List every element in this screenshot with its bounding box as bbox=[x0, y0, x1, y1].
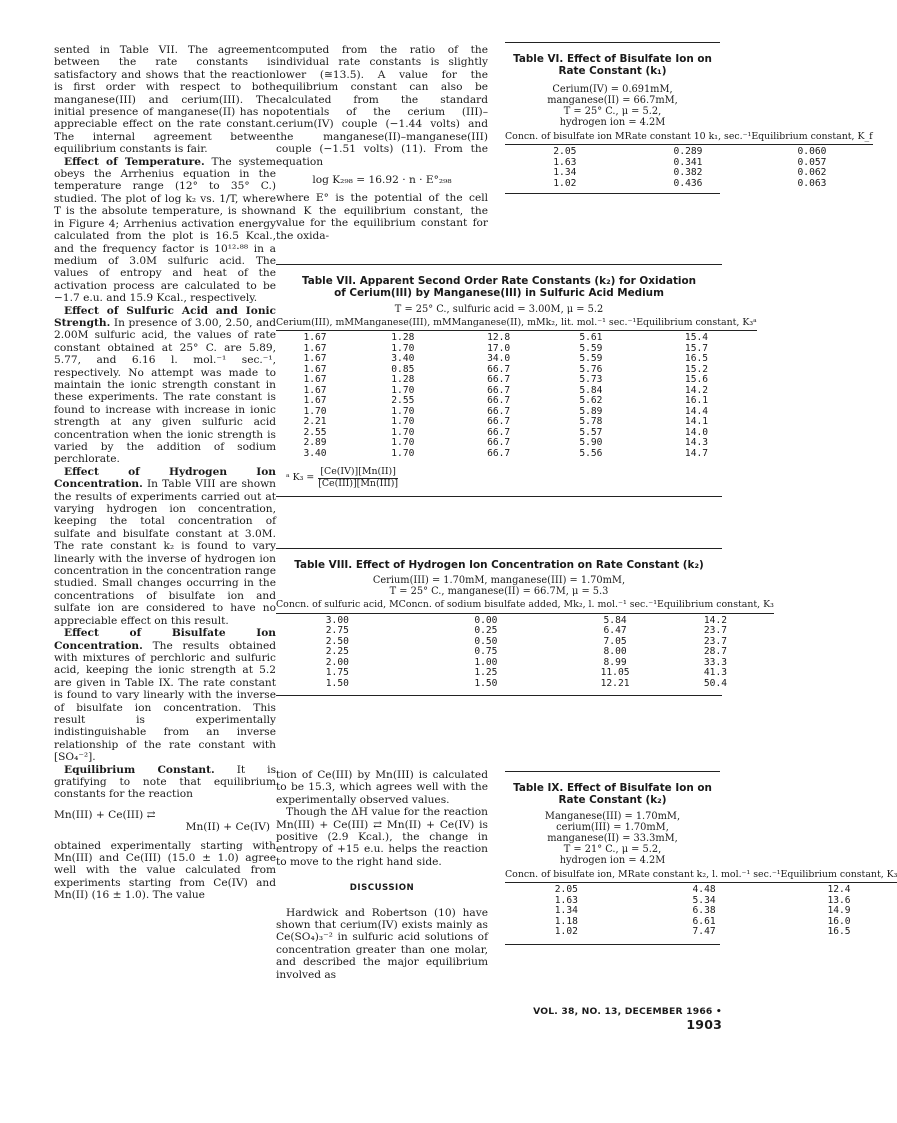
table-cell: 5.59 bbox=[579, 342, 603, 354]
table-cell: 1.67 bbox=[303, 395, 327, 407]
page-number: 1903 bbox=[686, 1017, 722, 1032]
data-table bbox=[505, 132, 873, 189]
section-heading: Equilibrium Constant. bbox=[64, 763, 215, 776]
table-cell: 5.59 bbox=[579, 353, 603, 365]
paragraph: Equilibrium Constant. It is gratifying to note that equilibrium constants for the reaction bbox=[54, 763, 277, 801]
paragraph: Effect of Sulfuric Acid and Ionic Strength. In presence of 3.00, 2.50, and 2.00M sulfuric acid, the values of rate constant obtained at 25° C. are 5.89, 5.77, and 6.16 l. mol.⁻¹ sec.⁻¹, respectively. No attempt was made to maintain the ionic strength constant in these experiments. The rate constant is found to increase with increase in ionic strength at any given sulfuric acid concentration when the ionic strength is varied by the addition of sodium perchlorate. bbox=[54, 304, 276, 466]
table-cell: 2.05 bbox=[554, 884, 578, 896]
table-title: Table VII. Apparent Second Order Rate Constants (k₂) for Oxidation of Cerium(III) by Manganese(III) in Sulfuric Acid Medium bbox=[301, 275, 697, 300]
middle-column-top bbox=[276, 44, 488, 242]
table-cell: 5.73 bbox=[579, 374, 603, 386]
table-cell: 1.28 bbox=[391, 374, 415, 386]
section-heading: Effect of Hydrogen Ion Concentration. bbox=[54, 465, 276, 491]
table-row bbox=[276, 616, 774, 627]
table-viii bbox=[276, 548, 774, 696]
table-cell: 7.47 bbox=[692, 926, 716, 938]
table-cell: 1.63 bbox=[554, 894, 578, 906]
table-cell: 16.1 bbox=[684, 395, 709, 407]
table-row bbox=[505, 927, 897, 938]
table-cell: 0.057 bbox=[797, 156, 827, 168]
table-cell: 2.00 bbox=[325, 656, 349, 668]
reaction-equation: Mn(III) + Ce(III) ⇄ Mn(II) + Ce(IV) bbox=[54, 808, 270, 834]
table-cell: 66.7 bbox=[487, 416, 511, 428]
table-cell: 6.61 bbox=[692, 915, 716, 927]
table-cell: 50.4 bbox=[703, 677, 727, 689]
table-cell: 5.89 bbox=[579, 405, 603, 417]
equation: log K₂₉₈ = 16.92 · n · E°₂₉₈ bbox=[312, 174, 452, 187]
column-header: Equilibrium constant, K₃ bbox=[657, 599, 774, 611]
table-cell: 1.00 bbox=[474, 656, 498, 668]
table-cell: 16.0 bbox=[827, 915, 851, 927]
discussion-heading: DISCUSSION bbox=[349, 883, 415, 894]
table-conditions: Manganese(III) = 1.70mM, cerium(III) = 1.70mM, manganese(II) = 33.3mM, T = 21° C., μ = 5.2, hydrogen ion = 4.2M bbox=[544, 810, 681, 866]
column-header: Concn. of bisulfate ion, M bbox=[505, 868, 628, 880]
table-cell: 34.0 bbox=[487, 353, 511, 365]
table-cell: 1.70 bbox=[391, 416, 415, 428]
table-cell: 5.78 bbox=[579, 416, 603, 428]
table-cell: 6.47 bbox=[603, 625, 627, 637]
table-cell: 6.38 bbox=[692, 905, 716, 917]
column-header: Concn. of sulfuric acid, M bbox=[276, 599, 399, 611]
table-row bbox=[276, 679, 774, 690]
column-header: Equilibrium constant, K₃ bbox=[780, 868, 897, 880]
table-cell: 1.28 bbox=[391, 332, 415, 344]
table-cell: 23.7 bbox=[703, 635, 727, 647]
column-header: Equilibrium constant, K_f bbox=[751, 130, 873, 142]
table-row bbox=[276, 637, 774, 648]
paragraph: sented in Table VII. The agreement between the rate constants is satisfactory and shows that the reaction is first order with respect to both manganese(III) and cerium(III). The initial presence of manganese(II) has no appreciable effect on the rate constant. The internal agreement between equilibrium constants is fair. bbox=[54, 44, 276, 156]
table-cell: 14.7 bbox=[684, 447, 709, 459]
column-header: Equilibrium constant, K₃ᵃ bbox=[636, 316, 757, 328]
table-cell: 0.382 bbox=[673, 167, 703, 179]
table-cell: 66.7 bbox=[487, 395, 511, 407]
table-cell: 1.18 bbox=[554, 915, 578, 927]
table-body bbox=[505, 885, 897, 938]
section-heading: Effect of Bisulfate Ion Concentration. bbox=[54, 627, 276, 652]
table-cell: 1.70 bbox=[391, 342, 415, 354]
table-cell: 12.4 bbox=[827, 884, 851, 896]
table-body bbox=[276, 616, 774, 690]
table-cell: 0.85 bbox=[391, 363, 415, 375]
paragraph: Effect of Bisulfate Ion Concentration. The results obtained with mixtures of perchloric and sulfuric acid, keeping the ionic strength at 5.2 are given in Table IX. The rate constant is found to vary linearly with the inverse of bisulfate ion concentration. This result is experimentally indistinguishable from an inverse relationship of the rate constant with [SO₄⁻²]. bbox=[54, 627, 277, 764]
table-cell: 0.50 bbox=[474, 635, 498, 647]
table-cell: 23.7 bbox=[703, 625, 727, 637]
table-cell: 5.84 bbox=[579, 384, 603, 396]
column-header: k₂, l. mol.⁻¹ sec.⁻¹ bbox=[573, 599, 657, 611]
paragraph: tion of Ce(III) by Mn(III) is calculated to be 15.3, which agrees well with the experimentally observed values. bbox=[276, 769, 488, 806]
table-cell: 66.7 bbox=[487, 374, 511, 386]
table-cell: 1.70 bbox=[391, 437, 415, 449]
column-header: Concn. of bisulfate ion M bbox=[505, 130, 625, 142]
table-body bbox=[505, 147, 873, 189]
table-cell: 1.70 bbox=[391, 384, 415, 396]
table-cell: 4.48 bbox=[692, 884, 716, 896]
paragraph: Hardwick and Robertson (10) have shown that cerium(IV) exists mainly as Ce(SO₄)₃⁻² in sulfuric acid solutions of concentration greater than one molar, and described the major equilibrium involved as bbox=[276, 906, 488, 981]
table-cell: 2.55 bbox=[391, 395, 415, 407]
table-cell: 1.34 bbox=[554, 905, 578, 917]
table-ix bbox=[505, 771, 897, 945]
table-cell: 2.50 bbox=[325, 635, 349, 647]
table-cell: 1.67 bbox=[303, 374, 327, 386]
table-cell: 5.56 bbox=[579, 447, 603, 459]
table-cell: 0.289 bbox=[673, 146, 703, 158]
paragraph: Effect of Hydrogen Ion Concentration. In Table VIII are shown the results of experiments carried out at varying hydrogen ion concentration, keeping the total concentration of sulfate and bisulfate constant at 3.0M. The rate constant k₂ is found to vary linearly with the inverse of hydrogen ion concentration in the concentration range studied. Small changes occurring in the concentrations of bisulfate ion and sulfate ion are considered to have no appreciable effect on this result. bbox=[54, 465, 277, 627]
table-cell: 0.062 bbox=[797, 167, 827, 179]
middle-column-bottom bbox=[276, 769, 488, 981]
table-cell: 66.7 bbox=[487, 437, 511, 449]
section-heading: Effect of Temperature. bbox=[64, 155, 205, 168]
column-header: Concn. of sodium bisulfate added, M bbox=[398, 599, 574, 611]
table-cell: 2.25 bbox=[325, 646, 349, 658]
table-cell: 0.436 bbox=[673, 177, 703, 189]
table-cell: 17.0 bbox=[487, 342, 511, 354]
table-cell: 14.2 bbox=[684, 384, 709, 396]
table-body bbox=[276, 333, 757, 459]
table-cell: 1.70 bbox=[303, 405, 327, 417]
table-cell: 5.61 bbox=[579, 332, 603, 344]
table-cell: 1.67 bbox=[303, 384, 327, 396]
table-cell: 66.7 bbox=[487, 384, 511, 396]
table-title: Table VI. Effect of Bisulfate Ion on Rate Constant (k₁) bbox=[513, 53, 712, 78]
table-cell: 2.55 bbox=[303, 426, 327, 438]
section-heading: Effect of Sulfuric Acid and Ionic Strength. bbox=[54, 304, 276, 329]
table-cell: 12.8 bbox=[487, 332, 511, 344]
table-cell: 14.4 bbox=[684, 405, 709, 417]
table-cell: 3.40 bbox=[391, 353, 415, 365]
table-row bbox=[276, 449, 757, 460]
table-row bbox=[276, 647, 774, 658]
column-header: Cerium(III), mM bbox=[276, 316, 355, 328]
table-cell: 5.84 bbox=[603, 614, 627, 626]
table-cell: 5.34 bbox=[692, 894, 716, 906]
table-cell: 1.34 bbox=[553, 167, 577, 179]
table-cell: 5.62 bbox=[579, 395, 603, 407]
table-cell: 1.02 bbox=[553, 177, 577, 189]
table-cell: 3.00 bbox=[325, 614, 349, 626]
table-cell: 66.7 bbox=[487, 426, 511, 438]
column-header: Manganese(III), mM bbox=[354, 316, 452, 328]
table-conditions: Cerium(IV) = 0.691mM, manganese(II) = 66.7mM, T = 25° C., μ = 5.2, hydrogen ion = 4.2M bbox=[547, 83, 678, 128]
table-cell: 15.2 bbox=[684, 363, 709, 375]
table-cell: 33.3 bbox=[703, 656, 727, 668]
table-cell: 12.21 bbox=[600, 677, 630, 689]
table-cell: 66.7 bbox=[487, 447, 511, 459]
table-cell: 0.75 bbox=[474, 646, 498, 658]
table-cell: 14.1 bbox=[684, 416, 709, 428]
table-cell: 2.05 bbox=[553, 146, 577, 158]
table-cell: 11.05 bbox=[600, 667, 630, 679]
table-cell: 1.70 bbox=[391, 426, 415, 438]
table-cell: 8.99 bbox=[603, 656, 627, 668]
table-cell: 13.6 bbox=[827, 894, 851, 906]
column-header: Rate constant 10 k₁, sec.⁻¹ bbox=[624, 130, 752, 142]
table-cell: 66.7 bbox=[487, 405, 511, 417]
paragraph: obtained experimentally starting with Mn(III) and Ce(III) (15.0 ± 1.0) agree well with the value calculated from experiments starting from Ce(IV) and Mn(II) (16 ± 1.0). The value bbox=[54, 839, 276, 902]
paragraph: Effect of Temperature. The system obeys the Arrhenius equation in the temperature range (12° to 35° C.) studied. The plot of log k₂ vs. 1/T, where T is the absolute temperature, is shown in Figure 4; Arrhenius activation energy calculated from the plot is 16.5 Kcal., and the frequency factor is 10¹²·⁸⁸ in a medium of 3.0M sulfuric acid. The values of entropy and heat of the activation process are calculated to be −1.7 e.u. and 15.9 Kcal., respectively. bbox=[54, 155, 276, 305]
table-title: Table IX. Effect of Bisulfate Ion on Rate Constant (k₂) bbox=[513, 782, 712, 807]
table-row bbox=[505, 179, 873, 190]
table-vi bbox=[505, 42, 873, 194]
table-cell: 8.00 bbox=[603, 646, 627, 658]
table-cell: 1.75 bbox=[325, 667, 349, 679]
table-cell: 0.060 bbox=[797, 146, 827, 158]
table-vii bbox=[276, 264, 757, 497]
table-cell: 14.2 bbox=[703, 614, 727, 626]
table-row bbox=[276, 626, 774, 637]
table-cell: 1.63 bbox=[553, 156, 577, 168]
table-cell: 0.00 bbox=[474, 614, 498, 626]
table-cell: 5.76 bbox=[579, 363, 603, 375]
column-header: Rate constant k₂, l. mol.⁻¹ sec.⁻¹ bbox=[627, 868, 781, 880]
table-cell: 1.50 bbox=[325, 677, 349, 689]
journal-citation: VOL. 38, NO. 13, DECEMBER 1966 • bbox=[533, 1006, 722, 1017]
table-cell: 0.341 bbox=[673, 156, 703, 168]
table-cell: 1.67 bbox=[303, 342, 327, 354]
table-conditions: Cerium(III) = 1.70mM, manganese(III) = 1.70mM, T = 25° C., manganese(II) = 66.7M, μ = 5.3 bbox=[372, 575, 626, 598]
table-cell: 15.7 bbox=[684, 342, 709, 354]
table-cell: 1.67 bbox=[303, 332, 327, 344]
table-cell: 14.3 bbox=[684, 437, 709, 449]
table-cell: 3.40 bbox=[303, 447, 327, 459]
table-cell: 14.9 bbox=[827, 905, 851, 917]
table-cell: 16.5 bbox=[684, 353, 709, 365]
table-cell: 1.67 bbox=[303, 353, 327, 365]
table-cell: 41.3 bbox=[703, 667, 727, 679]
table-cell: 2.21 bbox=[303, 416, 327, 428]
table-cell: 2.89 bbox=[303, 437, 327, 449]
table-cell: 5.90 bbox=[579, 437, 603, 449]
table-cell: 28.7 bbox=[703, 646, 727, 658]
page-footer bbox=[497, 1006, 722, 1032]
table-cell: 1.02 bbox=[554, 926, 578, 938]
table-cell: 14.0 bbox=[684, 426, 709, 438]
table-cell: 1.70 bbox=[391, 405, 415, 417]
column-header: Manganese(II), mM bbox=[451, 316, 546, 328]
table-cell: 0.25 bbox=[474, 625, 498, 637]
table-row bbox=[276, 668, 774, 679]
table-cell: 7.05 bbox=[603, 635, 627, 647]
table-cell: 0.063 bbox=[797, 177, 827, 189]
table-cell: 2.75 bbox=[325, 625, 349, 637]
table-cell: 1.25 bbox=[474, 667, 498, 679]
table-title: Table VIII. Effect of Hydrogen Ion Concentration on Rate Constant (k₂) bbox=[294, 559, 704, 571]
data-table bbox=[505, 870, 897, 938]
data-table bbox=[276, 600, 774, 689]
table-footnote: ᵃ K₃ = [Ce(IV)][Mn(II)] [Ce(III)][Mn(III)] bbox=[286, 466, 399, 490]
table-cell: 1.50 bbox=[474, 677, 498, 689]
left-column bbox=[54, 44, 276, 902]
paragraph: where E° is the potential of the cell and K the equilibrium constant, the value for the equilibrium constant for the oxida- bbox=[276, 192, 488, 242]
table-row bbox=[276, 658, 774, 669]
data-table bbox=[276, 318, 757, 459]
column-header: k₂, lit. mol.⁻¹ sec.⁻¹ bbox=[545, 316, 637, 328]
table-cell: 1.70 bbox=[391, 447, 415, 459]
table-conditions: T = 25° C., sulfuric acid = 3.00M, μ = 5.2 bbox=[394, 303, 604, 315]
table-cell: 5.57 bbox=[579, 426, 603, 438]
table-cell: 66.7 bbox=[487, 363, 511, 375]
table-cell: 15.4 bbox=[684, 332, 709, 344]
table-cell: 15.6 bbox=[684, 374, 709, 386]
paragraph: Though the ΔH value for the reaction Mn(III) + Ce(III) ⇄ Mn(II) + Ce(IV) is positive (2.9 Kcal.), the change in entropy of +15 e.u. helps the reaction to move to the right hand side. bbox=[276, 806, 488, 868]
table-cell: 1.67 bbox=[303, 363, 327, 375]
table-cell: 16.5 bbox=[827, 926, 851, 938]
paragraph: computed from the ratio of the individual rate constants is slightly lower (≅13.5). A value for the equilibrium constant can also be calculated from the standard potentials of the cerium (III)–cerium(IV) couple (−1.44 volts) and the manganese(II)–manganese(III) couple (−1.51 volts) (11). From the equation bbox=[276, 44, 488, 168]
